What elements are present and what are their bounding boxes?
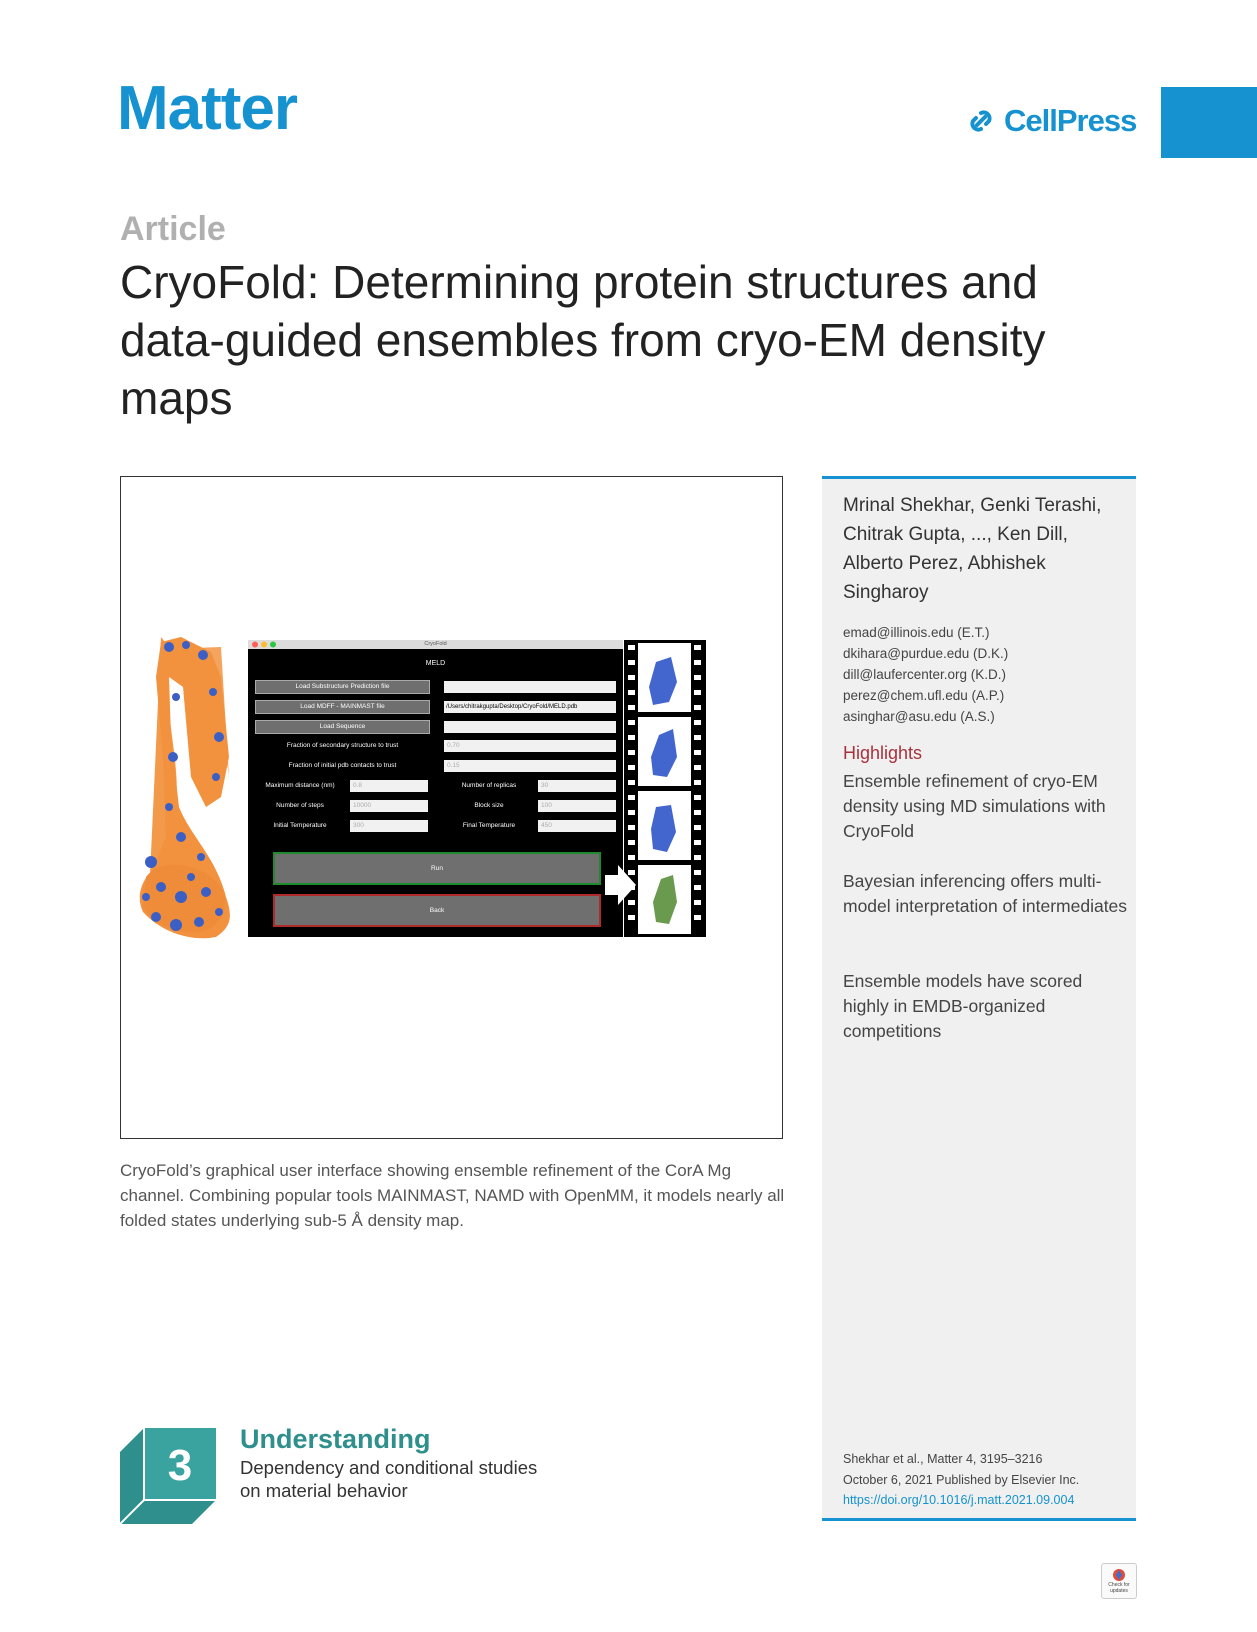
graphical-abstract xyxy=(120,476,783,1139)
max-distance-label: Maximum distance (nm) xyxy=(265,782,335,789)
replicas-input[interactable]: 30 xyxy=(538,780,616,792)
check-for-updates-button[interactable] xyxy=(1101,1563,1137,1599)
publisher-logo xyxy=(964,103,1136,139)
article-sidebar xyxy=(822,476,1136,1521)
journal-name: Matter xyxy=(117,74,298,143)
gui-window-title-text: MELD xyxy=(425,660,446,667)
highlight-item: Bayesian inferencing offers multi-model interpretation of intermediates xyxy=(843,871,1128,916)
max-distance-input[interactable]: 0.8 xyxy=(350,780,428,792)
fraction-contacts-label: Fraction of initial pdb contacts to trust xyxy=(288,762,397,769)
publication-date: October 6, 2021 Published by Elsevier Inc. xyxy=(843,1472,1080,1487)
check-updates-icon xyxy=(1112,1568,1126,1582)
final-temperature-label: Final Temperature xyxy=(462,822,516,829)
block-size-input[interactable]: 100 xyxy=(538,800,616,812)
load-sequence-button[interactable]: Load Sequence xyxy=(255,720,430,734)
doi-link[interactable]: https://doi.org/10.1016/j.matt.2021.09.004 xyxy=(843,1493,1075,1507)
initial-temperature-input[interactable]: 300 xyxy=(350,820,428,832)
corner-tab xyxy=(1161,87,1257,158)
replicas-label: Number of replicas xyxy=(461,782,517,789)
block-size-label: Block size xyxy=(474,802,504,809)
email-link[interactable]: dill@laufercenter.org (K.D.) xyxy=(843,667,1007,682)
load-mdff-button[interactable]: Load MDFF - MAINMAST file xyxy=(255,700,430,714)
progress-heading: Understanding xyxy=(240,1424,431,1454)
gui-titlebar-text: CryoFold xyxy=(424,641,447,647)
progress-description xyxy=(240,1456,537,1502)
figure-caption: CryoFold’s graphical user interface showing ensemble refinement of the CorA Mg channel. Combining popular tools MAINMAST, NAMD with OpenMM, it models nearly all folded states underlying sub-5 Å density map. xyxy=(120,1161,785,1230)
citation-block xyxy=(843,1449,1079,1511)
progress-cube-icon xyxy=(120,1428,216,1524)
substructure-file-input[interactable] xyxy=(444,681,616,693)
protein-structure-image xyxy=(140,637,230,938)
author-list: Mrinal Shekhar, Genki Terashi, Chitrak Gupta, ..., Ken Dill, Alberto Perez, Abhishek Singharoy xyxy=(843,495,1102,603)
load-substructure-button[interactable]: Load Substructure Prediction file xyxy=(255,680,430,694)
email-link[interactable]: emad@illinois.edu (E.T.) xyxy=(843,625,990,640)
progress-line: Dependency and conditional studies xyxy=(240,1457,538,1478)
email-link[interactable]: dkihara@purdue.edu (D.K.) xyxy=(843,646,1009,661)
fraction-secondary-input[interactable]: 0.70 xyxy=(444,740,616,752)
mdff-file-input[interactable]: /Users/chitrakgupta/Desktop/CryoFold/MELD.pdb xyxy=(444,701,616,713)
progress-line: on material behavior xyxy=(240,1480,408,1501)
check-updates-text: updates xyxy=(1110,1588,1128,1594)
highlights-heading: Highlights xyxy=(843,743,923,763)
steps-label: Number of steps xyxy=(276,802,324,809)
progress-number: 3 xyxy=(167,1441,193,1490)
article-title: CryoFold: Determining protein structures and data-guided ensembles from cryo-EM density maps xyxy=(120,256,1046,424)
gui-content xyxy=(248,640,623,937)
publisher-name: CellPress xyxy=(1004,103,1137,138)
steps-input[interactable]: 10000 xyxy=(350,800,428,812)
back-button[interactable]: Back xyxy=(273,894,601,927)
highlight-item: Ensemble models have scored highly in EMDB-organized competitions xyxy=(843,971,1083,1041)
sequence-file-input[interactable] xyxy=(444,721,616,733)
check-updates-text: Check for xyxy=(1108,1582,1130,1588)
final-temperature-input[interactable]: 450 xyxy=(538,820,616,832)
cellpress-icon xyxy=(964,104,998,138)
email-link[interactable]: perez@chem.ufl.edu (A.P.) xyxy=(843,688,1005,703)
highlight-item: Ensemble refinement of cryo-EM density using MD simulations with CryoFold xyxy=(843,771,1106,841)
email-list xyxy=(843,622,1008,727)
run-button[interactable]: Run xyxy=(273,852,601,885)
initial-temperature-label: Initial Temperature xyxy=(273,822,327,829)
email-link[interactable]: asinghar@asu.edu (A.S.) xyxy=(843,709,995,724)
fraction-contacts-input[interactable]: 0.15 xyxy=(444,760,616,772)
fraction-secondary-label: Fraction of secondary structure to trust xyxy=(286,742,399,749)
article-type: Article xyxy=(120,210,226,248)
citation-text: Shekhar et al., Matter 4, 3195–3216 xyxy=(843,1452,1043,1466)
